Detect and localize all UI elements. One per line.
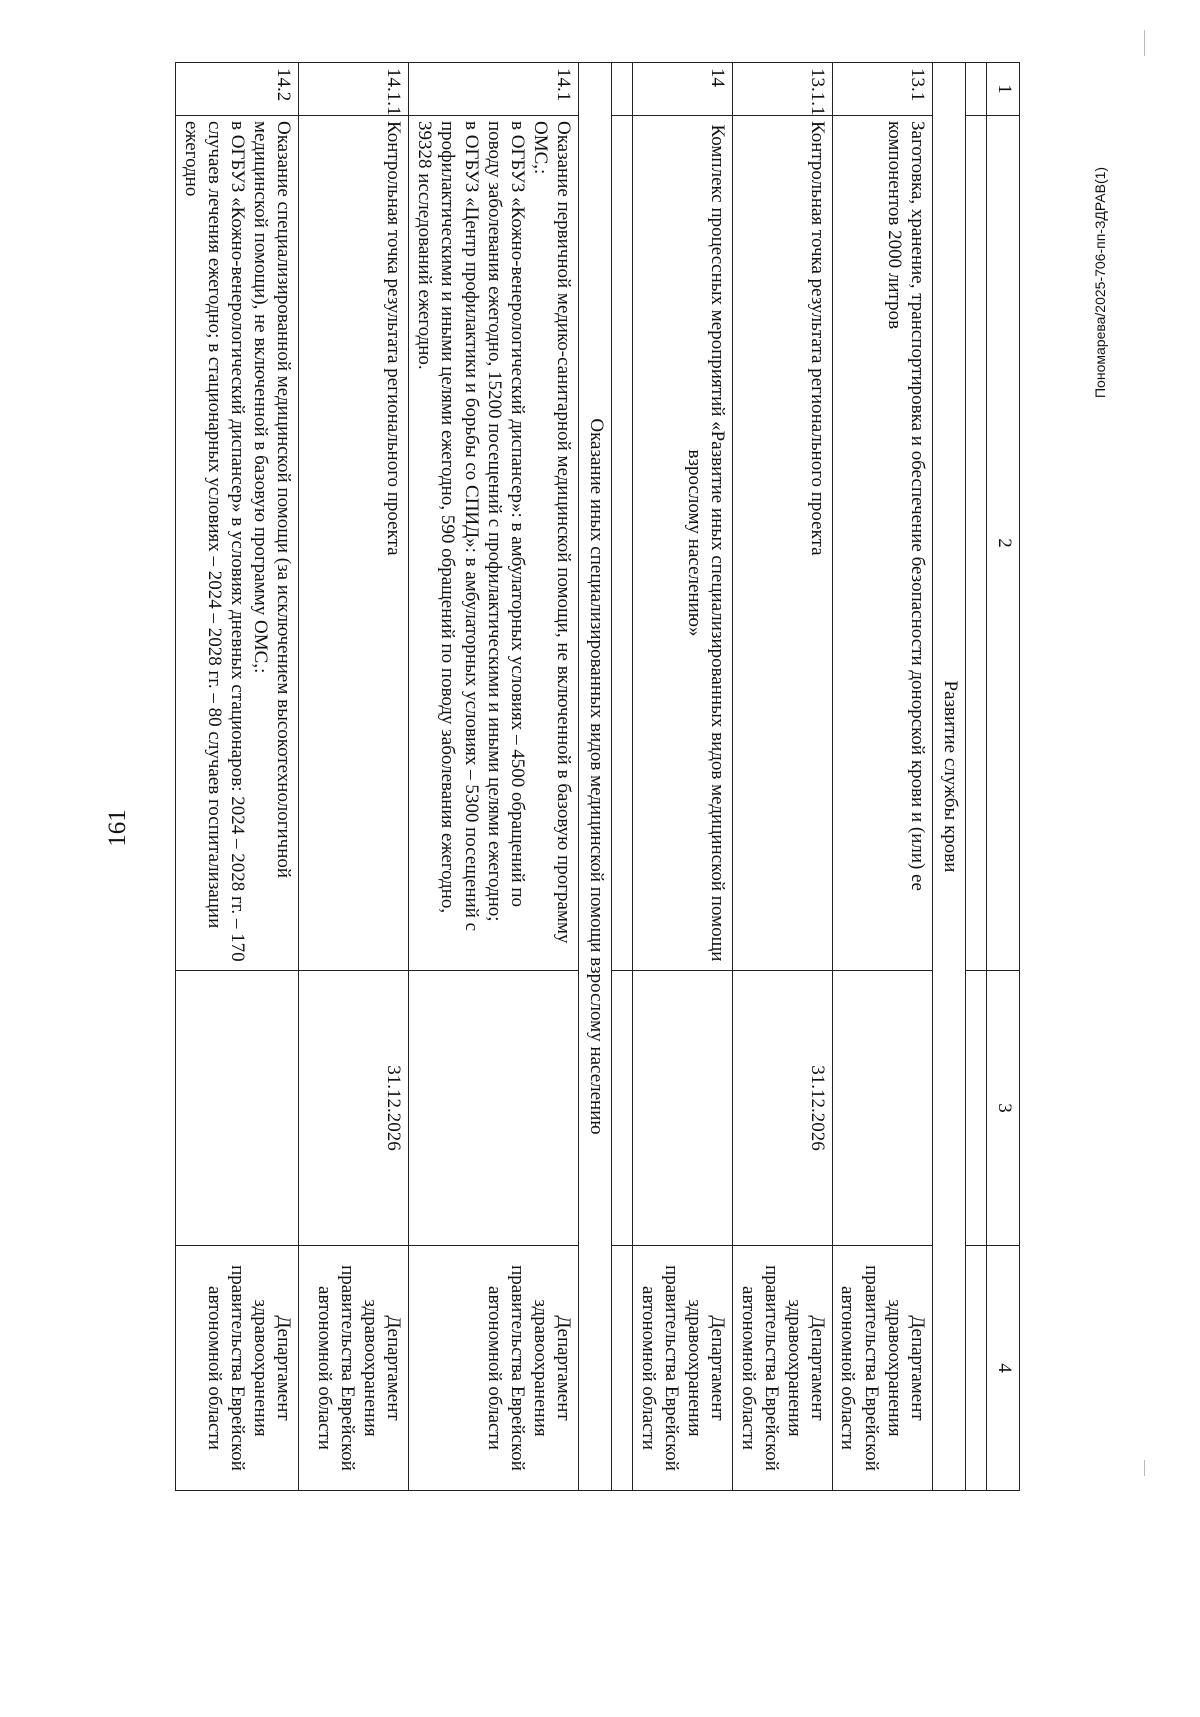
column-header: 1: [987, 63, 1020, 116]
row-deadline: [409, 971, 579, 1246]
table-row: [176, 63, 299, 1491]
section-title: Оказание иных специализированных видов медицинской помощи взрослому населению: [579, 63, 612, 1491]
row-responsible: Департамент здравоохранения правительства Еврейской автономной области: [176, 1246, 299, 1491]
row-number: 13.1: [833, 63, 933, 116]
row-responsible: Департамент здравоохранения правительства Еврейской автономной области: [409, 1246, 579, 1491]
rotated-page-content: [172, 62, 1020, 1490]
table-row: [633, 63, 733, 1491]
row-description: Комплекс процессных мероприятий «Развитие иных специализированных видов медицинской помощи взрослому населению»: [633, 116, 733, 971]
table-header-row: [987, 63, 1020, 1491]
row-deadline: 31.12.2026: [733, 971, 833, 1246]
row-description: [176, 116, 299, 971]
row-description: Контрольная точка результата регионального проекта: [733, 116, 833, 971]
row-responsible: Департамент здравоохранения правительства Еврейской автономной области: [833, 1246, 933, 1491]
row-number: 14.1: [409, 63, 579, 116]
row-deadline: [633, 971, 733, 1246]
column-header: 3: [987, 971, 1020, 1246]
row-responsible: Департамент здравоохранения правительства Еврейской автономной области: [299, 1246, 409, 1491]
description-line: Оказание специализированной медицинской помощи (за исключением высокотехнологичной медицинской помощи), не включенной в базовую программу ОМС,:: [250, 121, 295, 879]
table-row: [833, 63, 933, 1491]
row-description: Заготовка, хранение, транспортировка и обеспечение безопасности донорской крови и (или) ее компонентов 2000 литров: [833, 116, 933, 971]
scan-mark: [1144, 30, 1145, 56]
row-description: Контрольная точка результата регионального проекта: [299, 116, 409, 971]
row-number: 13.1.1: [733, 63, 833, 116]
description-line: Оказание первичной медико-санитарной медицинской помощи, не включенной в базовую программу ОМС,:: [530, 121, 575, 944]
description-line: в ОГБУЗ «Кожно-венерологический диспансер»: в амбулаторных условиях – 4500 обращений по поводу заболевания ежегодно, 15200 посещений с профилактическими и иными целями ежегодно;: [483, 121, 528, 922]
section-header-row: [579, 63, 612, 1491]
row-responsible: Департамент здравоохранения правительства Еврейской автономной области: [733, 1246, 833, 1491]
description-line: в ОГБУЗ «Кожно-венерологический диспансер» в условиях дневных стационаров: 2024 – 2028 гг. – 170 случаев лечения ежегодно; в стационарных условиях – 2024 – 2028 гг. – 80 случаев госпитализации ежегодно: [180, 121, 248, 962]
row-description: [409, 116, 579, 971]
row-deadline: 31.12.2026: [299, 971, 409, 1246]
table-row: [409, 63, 579, 1491]
column-header: 4: [987, 1246, 1020, 1491]
scan-mark: [1144, 1460, 1145, 1476]
column-header: 2: [987, 116, 1020, 971]
plan-table: [175, 62, 1020, 1491]
row-number: 14: [633, 63, 733, 116]
spacer-row: [612, 63, 633, 1491]
row-number: 14.2: [176, 63, 299, 116]
table-row: [299, 63, 409, 1491]
spacer-row: [966, 63, 987, 1491]
description-line: в ОГБУЗ «Центр профилактики и борьбы со СПИД»: в амбулаторных условиях – 5300 посещений с профилактическими и иными целями ежегодно, 590 обращений по поводу заболевания ежегодно, 39328 исследований ежегодно.: [414, 121, 482, 932]
page-number: 161: [104, 809, 131, 847]
footer-code: Пономарева/2025-706-пп-ЗДРАВ(1): [1092, 166, 1108, 398]
table-row: [733, 63, 833, 1491]
section-header-row: [933, 63, 966, 1491]
row-number: 14.1.1: [299, 63, 409, 116]
row-deadline: [833, 971, 933, 1246]
section-title: Развитие службы крови: [933, 63, 966, 1491]
row-deadline: [176, 971, 299, 1246]
row-responsible: Департамент здравоохранения правительства Еврейской автономной области: [633, 1246, 733, 1491]
